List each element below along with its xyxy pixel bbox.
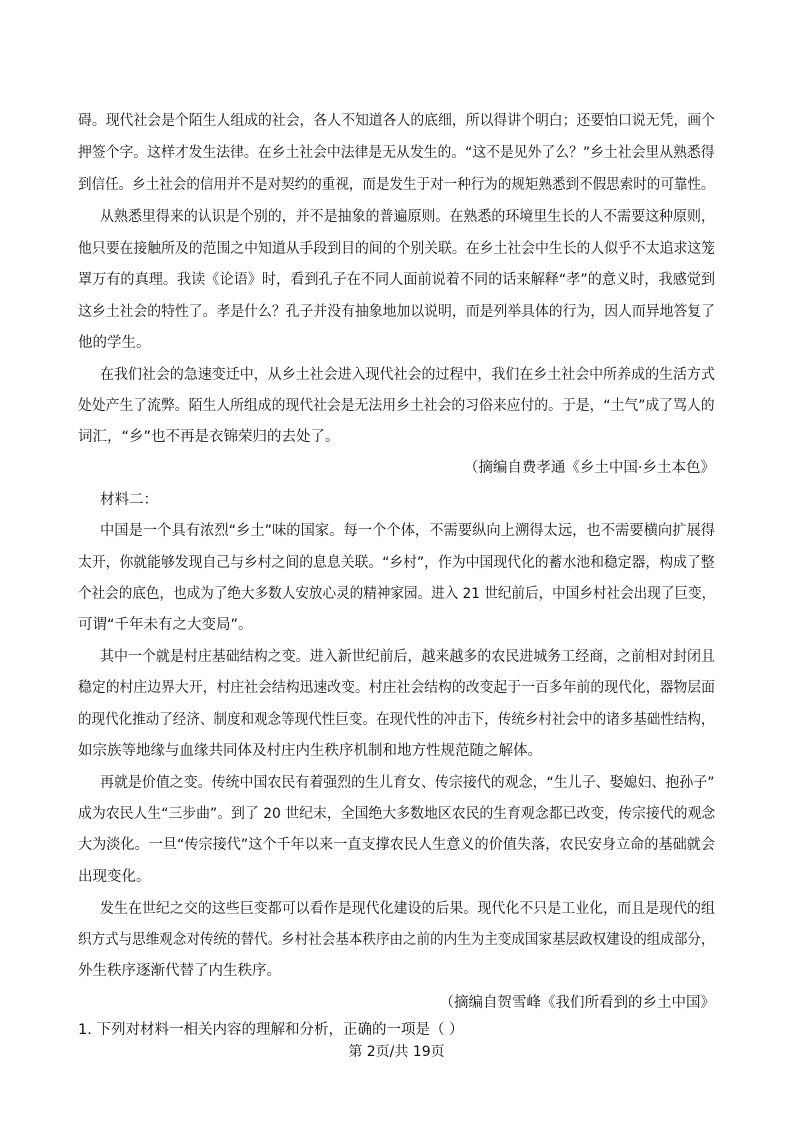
material2-line-7: 的现代化推动了经济、制度和观念等现代性巨变。在现代性的冲击下，传统乡村社会中的诸多基础性结构，	[78, 712, 715, 728]
material2-line-4: 可谓“千年未有之大变局”。	[78, 617, 253, 633]
material2-line-10: 成为农民人生“三步曲”。到了 20 世纪末，全国绝大多数地区农民的生育观念都已改变，传宗接代的观念	[78, 806, 716, 822]
passage1-line-1: 碍。现代社会是个陌生人组成的社会，各人不知道各人的底细，所以得讲个明白；还要怕口说无凭，画个	[78, 113, 715, 129]
passage1-line-2: 押签个字。这样才发生法律。在乡土社会中法律是无从发生的。“这不是见外了么？”乡土社会里从熟悉得	[78, 145, 715, 161]
passage1-line-8: 他的学生。	[78, 335, 151, 351]
passage1-line-7: 这乡土社会的特性了。孝是什么？孔子并没有抽象地加以说明，而是列举具体的行为，因人而异地答复了	[78, 304, 715, 320]
material2-line-12: 出现变化。	[78, 869, 151, 885]
passage1-line-11: 词汇，“乡”也不再是衣锦荣归的去处了。	[78, 429, 340, 445]
passage1-line-5: 他只要在接触所及的范围之中知道从手段到目的间的个别关联。在乡土社会中生长的人似乎不太追求这笼	[78, 241, 715, 257]
passage1-line-3: 到信任。乡土社会的信用并不是对契约的重视，而是发生于对一种行为的规矩熟悉到不假思索时的可靠性。	[78, 177, 715, 193]
question-1: 1. 下列对材料一相关内容的理解和分析，正确的一项是（ ）	[78, 1022, 464, 1038]
material2-line-13: 发生在世纪之交的这些巨变都可以看作是现代化建设的后果。现代化不只是工业化，而且是现代的组	[100, 901, 715, 917]
material2-line-15: 外生秩序逐渐代替了内生秩序。	[78, 963, 281, 979]
material2-source: （摘编自贺雪峰《我们所看到的乡土中国》	[439, 995, 715, 1011]
page-footer: 第 2页/共 19页	[348, 1044, 445, 1060]
material2-label: 材料二：	[100, 492, 158, 508]
material2-line-1: 中国是一个具有浓烈“乡土”味的国家。每一个个体，不需要纵向上溯得太远，也不需要横向扩展得	[100, 523, 716, 539]
passage1-line-9: 在我们社会的急速变迁中，从乡土社会进入现代社会的过程中，我们在乡土社会中所养成的生活方式	[100, 367, 715, 383]
passage1-line-10: 处处产生了流弊。陌生人所组成的现代社会是无法用乡土社会的习俗来应付的。于是，“土气”成了骂人的	[78, 398, 715, 414]
material2-line-6: 稳定的村庄边界大开，村庄社会结构迅速改变。村庄社会结构的改变起于一百多年前的现代化，器物层面	[78, 680, 715, 696]
material2-line-14: 织方式与思维观念对传统的替代。乡村社会基本秩序由之前的内生为主变成国家基层政权建设的组成部分，	[78, 932, 715, 948]
material2-line-3: 个社会的底色，也成为了绝大多数人安放心灵的精神家园。进入 21 世纪前后，中国乡村社会出现了巨变，	[78, 586, 716, 602]
material2-line-2: 太开，你就能够发现自己与乡村之间的息息关联。“乡村”，作为中国现代化的蓄水池和稳定器，构成了整	[78, 555, 715, 571]
material2-line-11: 大为淡化。一旦“传宗接代”这个千年以来一直支撑农民人生意义的价值失落，农民安身立命的基础就会	[78, 837, 716, 853]
material2-line-5: 其中一个就是村庄基础结构之变。进入新世纪前后，越来越多的农民进城务工经商，之前相对封闭且	[100, 649, 715, 665]
passage1-source: （摘编自费孝通《乡土中国·乡土本色》	[463, 460, 715, 476]
material2-line-9: 再就是价值之变。传统中国农民有着强烈的生儿育女、传宗接代的观念，“生儿子、娶媳妇、抱孙子”	[100, 775, 715, 791]
material2-line-8: 如宗族等地缘与血缘共同体及村庄内生秩序机制和地方性规范随之解体。	[78, 743, 542, 759]
passage1-line-6: 罩万有的真理。我读《论语》时，看到孔子在不同人面前说着不同的话来解释“孝”的意义时，我感觉到	[78, 272, 716, 288]
passage1-line-4: 从熟悉里得来的认识是个别的，并不是抽象的普遍原则。在熟悉的环境里生长的人不需要这种原则，	[100, 209, 715, 225]
